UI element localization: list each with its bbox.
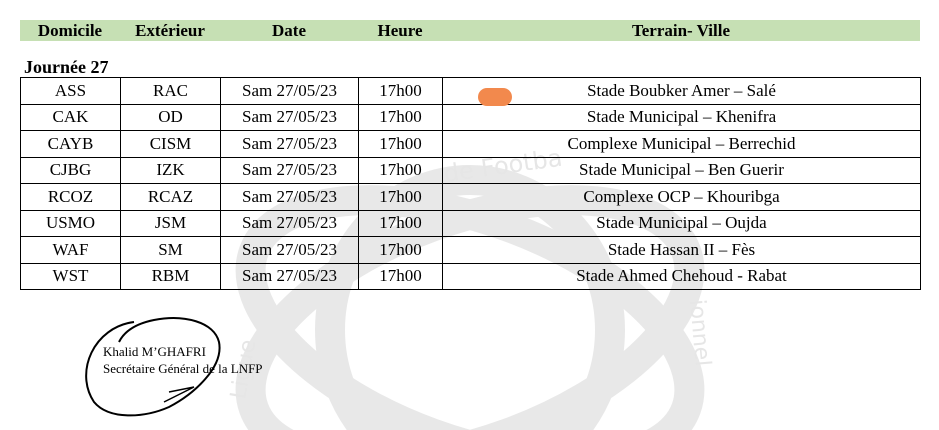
column-header-home: Domicile (37, 21, 103, 40)
home-team: CAK (21, 104, 121, 131)
match-venue: Complexe OCP – Khouribga (443, 184, 921, 211)
column-header-bar (20, 20, 920, 41)
column-header-away: Extérieur (135, 21, 205, 40)
match-date: Sam 27/05/23 (221, 131, 359, 158)
watermark-text-ionnel: ionnel (684, 298, 715, 368)
away-team: RBM (121, 263, 221, 290)
away-team: OD (121, 104, 221, 131)
away-team: RAC (121, 78, 221, 105)
home-team: WST (21, 263, 121, 290)
match-venue: Stade Ahmed Chehoud - Rabat (443, 263, 921, 290)
match-time: 17h00 (359, 263, 443, 290)
home-team: CAYB (21, 131, 121, 158)
away-team: CISM (121, 131, 221, 158)
signatory-name: Khalid M’GHAFRI (103, 344, 206, 359)
watermark-text-ligue: Ligue (226, 337, 262, 402)
away-team: SM (121, 237, 221, 264)
column-header-time: Heure (377, 21, 423, 40)
fixture-row (21, 78, 921, 105)
match-time: 17h00 (359, 104, 443, 131)
match-venue: Stade Municipal – Khenifra (443, 104, 921, 131)
fixture-row (21, 210, 921, 237)
column-header-venue: Terrain- Ville (631, 21, 731, 40)
match-time: 17h00 (359, 184, 443, 211)
column-header-date: Date (272, 21, 306, 40)
fixtures-table (20, 77, 921, 290)
home-team: CJBG (21, 157, 121, 184)
match-venue: Stade Municipal – Oujda (443, 210, 921, 237)
signatory-title: Secrétaire Général de la LNFP (103, 361, 263, 376)
away-team: IZK (121, 157, 221, 184)
match-date: Sam 27/05/23 (221, 104, 359, 131)
fixture-row (21, 157, 921, 184)
match-date: Sam 27/05/23 (221, 263, 359, 290)
home-team: RCOZ (21, 184, 121, 211)
matchday-title: Journée 27 (24, 57, 109, 77)
match-venue: Stade Municipal – Ben Guerir (443, 157, 921, 184)
fixture-row (21, 237, 921, 264)
away-team: JSM (121, 210, 221, 237)
match-time: 17h00 (359, 210, 443, 237)
match-time: 17h00 (359, 131, 443, 158)
home-team: ASS (21, 78, 121, 105)
fixture-row (21, 263, 921, 290)
match-date: Sam 27/05/23 (221, 184, 359, 211)
away-team: RCAZ (121, 184, 221, 211)
match-date: Sam 27/05/23 (221, 237, 359, 264)
match-venue: Stade Hassan II – Fès (443, 237, 921, 264)
match-time: 17h00 (359, 157, 443, 184)
fixture-row (21, 104, 921, 131)
watermark-text-football: de Footba (441, 143, 564, 188)
match-time: 17h00 (359, 78, 443, 105)
match-time: 17h00 (359, 237, 443, 264)
fixture-row (21, 184, 921, 211)
fixture-row (21, 131, 921, 158)
home-team: WAF (21, 237, 121, 264)
match-date: Sam 27/05/23 (221, 78, 359, 105)
match-venue: Complexe Municipal – Berrechid (443, 131, 921, 158)
home-team: USMO (21, 210, 121, 237)
match-date: Sam 27/05/23 (221, 157, 359, 184)
highlighter-mark (478, 88, 512, 106)
match-venue: Stade Boubker Amer – Salé (443, 78, 921, 105)
match-date: Sam 27/05/23 (221, 210, 359, 237)
